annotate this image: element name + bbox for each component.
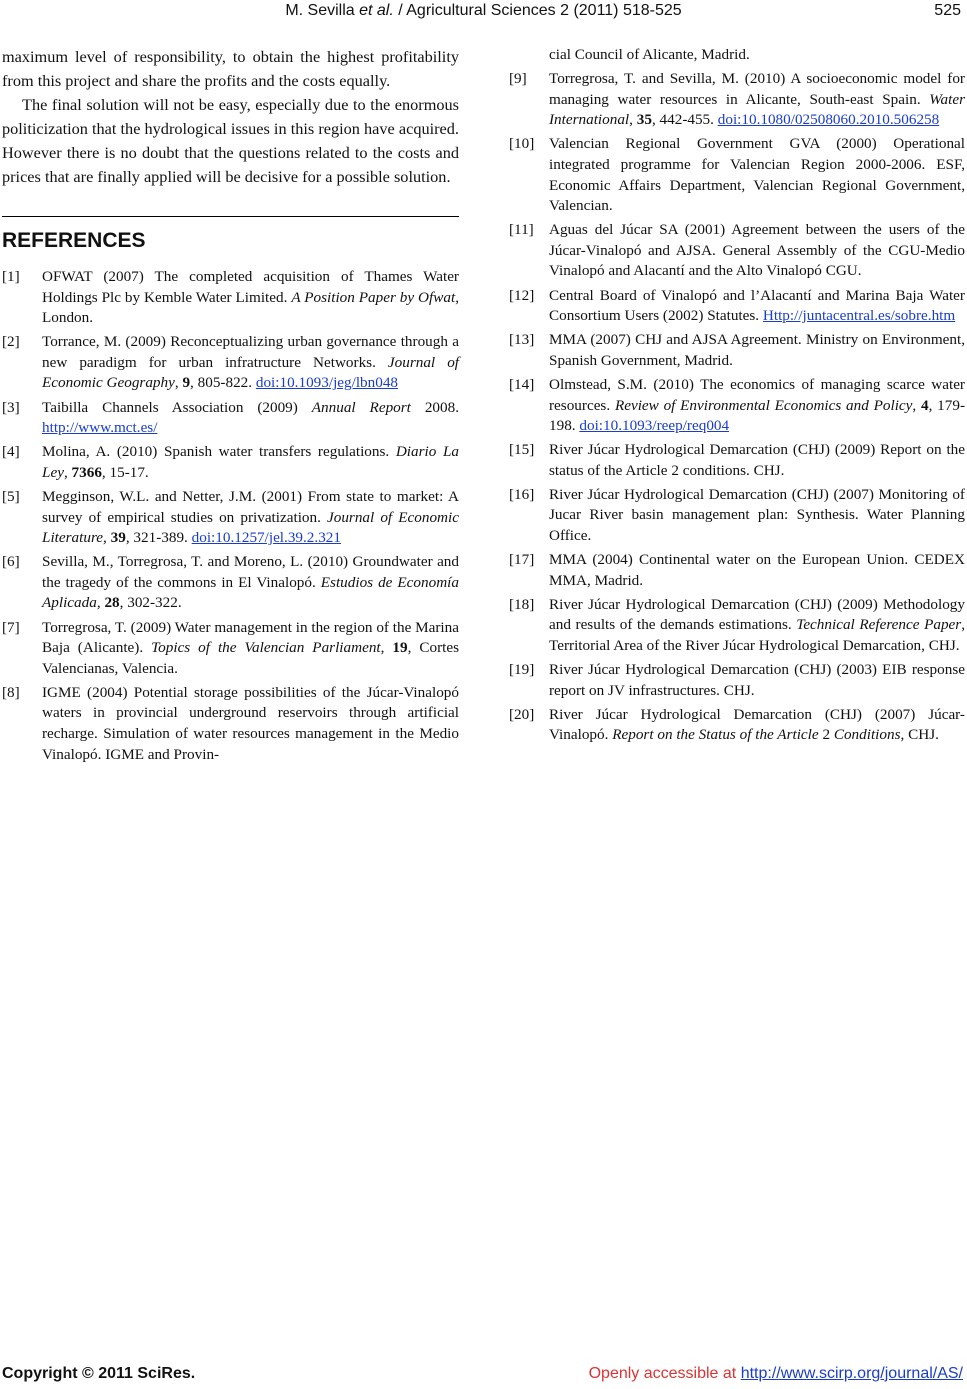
reference-item: [16] River Júcar Hydrological Demarcation (CHJ) (2007) Monitoring of Jucar River basin management plan: Synthesis. Water Planning Office. — [509, 485, 965, 545]
doi-link[interactable]: doi:10.1080/02508060.2010.506258 — [717, 111, 940, 129]
reference-item: [10] Valencian Regional Government GVA (2000) Operational integrated programme for Valencian Region 2000-2006. ESF, Economic Affairs Department, Valencian Regional Government, Valencian. — [509, 135, 965, 215]
reference-item: [11] Aguas del Júcar SA (2001) Agreement between the users of the Júcar-Vinalopó and AJSA. General Assembly of the CGU-Medio Vinalopó and Alacantí and the Alto Vinalopó CGU. — [509, 221, 965, 280]
reference-item: [7] Torregrosa, T. (2009) Water management in the region of the Marina Baja (Alicante). Topics of the Valencian Parliament, 19, Cortes Valencianas, Valencia. — [2, 618, 460, 677]
open-access-notice: Openly accessible at http://www.scirp.org/journal/AS/ — [588, 1365, 963, 1382]
reference-item: [1] OFWAT (2007) The completed acquisition of Thames Water Holdings Plc by Kemble Water Limited. A Position Paper by Ofwat, London. — [2, 268, 459, 327]
doi-link[interactable]: doi:10.1093/reep/req004 — [579, 417, 730, 435]
running-header — [0, 2, 967, 24]
reference-item: [15] River Júcar Hydrological Demarcation (CHJ) (2009) Report on the status of the Article 2 conditions. CHJ. — [509, 441, 965, 479]
body-paragraph: maximum level of responsibility, to obtain the highest profitability from this project and share the profits and the costs equally. — [2, 47, 459, 90]
reference-continuation: cial Council of Alicante, Madrid. — [549, 46, 750, 63]
running-title: M. Sevilla et al. / Agricultural Sciences 2 (2011) 518-525 — [285, 2, 682, 19]
reference-item: [3] Taibilla Channels Association (2009) Annual Report 2008. http://www.mct.es/ — [2, 398, 460, 437]
body-paragraph: The final solution will not be easy, especially due to the enormous politicization that the hydrological issues in this region have acquired. However there is no doubt that the questions related to the costs and prices that are finally applied will be decisive for a possible solution. — [2, 95, 459, 186]
reference-item: [19] River Júcar Hydrological Demarcation (CHJ) (2003) EIB response report on JV infrastructures. CHJ. — [509, 661, 965, 699]
reference-item: [14] Olmstead, S.M. (2010) The economics of managing scarce water resources. Review of Environmental Economics and Policy, 4, 179-198. doi:10.1093/reep/req004 — [509, 375, 966, 435]
reference-item: [8] IGME (2004) Potential storage possibilities of the Júcar-Vinalopó waters in provincial underground reservoirs through artificial recharge. Simulation of water resources management in the Medio Vinalopó. IGME and Provin- — [2, 683, 459, 763]
reference-item: [4] Molina, A. (2010) Spanish water transfers regulations. Diario La Ley, 7366, 15-17. — [2, 443, 459, 481]
doi-link[interactable]: doi:10.1093/jeg/lbn048 — [255, 374, 399, 392]
url-link[interactable]: Http://juntacentral.es/sobre.htm — [762, 307, 956, 325]
copyright-notice: Copyright © 2011 SciRes. — [2, 1365, 196, 1382]
reference-item: [2] Torrance, M. (2009) Reconceptualizing urban governance through a new paradigm for urban infratructure Networks. Journal of Economic Geography, 9, 805-822. doi:10.1093/jeg/lbn048 — [2, 333, 460, 392]
reference-item: [12] Central Board of Vinalopó and l’Alacantí and Marina Baja Water Consortium Users (2002) Statutes. Http://juntacentral.es/sobre.htm — [509, 286, 965, 325]
right-column — [509, 45, 965, 750]
page-number: 525 — [934, 2, 961, 19]
reference-item: [5] Megginson, W.L. and Netter, J.M. (2001) From state to market: A survey of empirical studies on privatization. Journal of Economic Literature, 39, 321-389. doi:10.1257/jel.39.2.321 — [2, 487, 459, 547]
reference-item: [9] Torregrosa, T. and Sevilla, M. (2010) A socioeconomic model for managing water resources in Alicante, South-east Spain. Water International, 35, 442-455. doi:10.1080/02508060.2010.506258 — [509, 70, 965, 129]
section-divider — [2, 216, 459, 217]
page-footer — [0, 1365, 967, 1389]
reference-item: [20] River Júcar Hydrological Demarcation (CHJ) (2007) Júcar-Vinalopó. Report on the Status of the Article 2 Conditions, CHJ. — [509, 705, 965, 744]
reference-item: [13] MMA (2007) CHJ and AJSA Agreement. Ministry on Environment, Spanish Government, Madrid. — [509, 331, 965, 369]
reference-item: [18] River Júcar Hydrological Demarcation (CHJ) (2009) Methodology and results of the demands estimations. Technical Reference Paper, Territorial Area of the River Júcar Hydrological Demarcation, CHJ. — [509, 595, 965, 655]
left-column — [2, 45, 459, 769]
doi-link[interactable]: doi:10.1257/jel.39.2.321 — [191, 529, 341, 547]
url-link[interactable]: http://www.mct.es/ — [42, 419, 158, 437]
reference-item: [6] Sevilla, M., Torregrosa, T. and Moreno, L. (2010) Groundwater and the tragedy of the commons in El Vinalopó. Estudios de Economía Aplicada, 28, 302-322. — [2, 553, 459, 612]
journal-link[interactable]: http://www.scirp.org/journal/AS/ — [740, 1365, 963, 1382]
reference-item: [17] MMA (2004) Continental water on the European Union. CEDEX MMA, Madrid. — [509, 551, 965, 589]
references-heading: REFERENCES — [2, 229, 146, 252]
